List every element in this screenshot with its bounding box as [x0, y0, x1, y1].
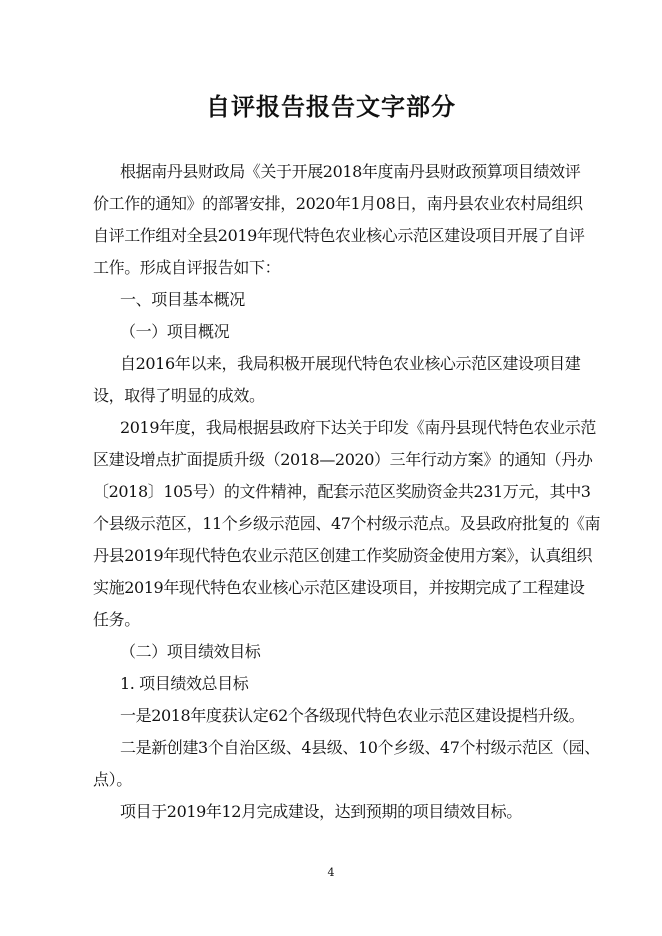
- paragraph-line: 区建设增点扩面提质升级（2018—2020）三年行动方案》的通知（丹办: [93, 450, 593, 469]
- paragraph-line: 实施2019年现代特色农业核心示范区建设项目，并按期完成了工程建设: [93, 578, 585, 597]
- paragraph-line: 〔2018〕105号）的文件精神，配套示范区奖励资金共231万元，其中3: [93, 482, 591, 501]
- document-body: [93, 162, 633, 834]
- paragraph-line: 工作。形成自评报告如下：: [93, 258, 281, 277]
- paragraph-line: 自评工作组对全县2019年现代特色农业核心示范区建设项目开展了自评: [93, 226, 585, 245]
- paragraph-line: 设，取得了明显的成效。: [93, 386, 265, 405]
- paragraph-line: 2019年度，我局根据县政府下达关于印发《南丹县现代特色农业示范: [120, 418, 596, 437]
- paragraph-line: 任务。: [93, 610, 140, 629]
- paragraph-line: 一是2018年度获认定62个各级现代特色农业示范区建设提档升级。: [120, 706, 585, 725]
- subsection-heading: （二）项目绩效目标: [120, 642, 261, 661]
- paragraph-line: 价工作的通知》的部署安排，2020年1月08日，南丹县农业农村局组织: [93, 194, 583, 213]
- subsection-heading: 1. 项目绩效总目标: [120, 674, 249, 693]
- section-heading: 一、项目基本概况: [120, 290, 245, 309]
- document-title: 自评报告报告文字部分: [206, 92, 456, 121]
- subsection-heading: （一）项目概况: [120, 322, 230, 341]
- paragraph-line: 丹县2019年现代特色农业示范区创建工作奖励资金使用方案》，认真组织: [93, 546, 593, 565]
- paragraph-line: 自2016年以来，我局积极开展现代特色农业核心示范区建设项目建: [120, 354, 581, 373]
- page-number: 4: [327, 866, 335, 879]
- paragraph-line: 点）。: [93, 770, 132, 789]
- paragraph-line: 二是新创建3个自治区级、4县级、10个乡级、47个村级示范区（园、: [120, 738, 600, 757]
- paragraph-line: 个县级示范区，11个乡级示范园、47个村级示范点。及县政府批复的《南: [93, 514, 601, 533]
- paragraph-line: 根据南丹县财政局《关于开展2018年度南丹县财政预算项目绩效评: [120, 162, 581, 181]
- paragraph-line: 项目于2019年12月完成建设，达到预期的项目绩效目标。: [120, 802, 522, 821]
